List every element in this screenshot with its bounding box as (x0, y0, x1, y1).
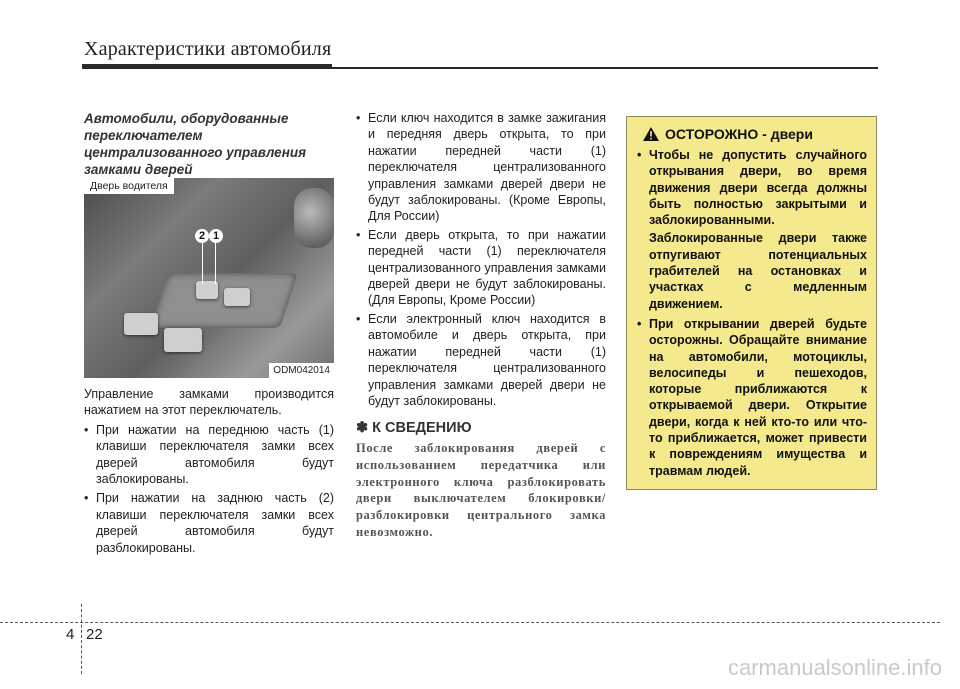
marker-2: 2 (195, 229, 209, 243)
bullet-front: • При нажатии на переднюю часть (1) клавиши переключателя замки всех дверей автомобиля будут заблокированы. (84, 422, 334, 488)
header-rule-thick (82, 64, 332, 69)
note-text: После заблокирования дверей с использованием передатчика или электронного ключа разблокировать двери выключателем блокировки/разблокировки центрального замка невозможно. (356, 441, 606, 539)
window-switch-rear-right (164, 328, 202, 352)
bullet-ignition: • Если ключ находится в замке зажигания и передняя дверь открыта, то при нажатии передней части (1) переключателя централизованного управления замками дверей двери не будут заблокированы. (Кроме Европы, Для России) (356, 110, 606, 225)
bullet-smart-key: • Если электронный ключ находится в автомобиле и дверь открыта, при нажатии передней части (1) переключателя централизованного управления замками дверей двери не будут заблокированы. (356, 311, 606, 409)
photo-label: Дверь водителя (84, 178, 174, 194)
left-body (84, 386, 334, 556)
marker-line-1 (215, 242, 216, 284)
section-title: Автомобили, оборудованные переключателем централизованного управления замками дверей (84, 111, 307, 177)
footer-rule (0, 622, 940, 623)
bullet-rear: • При нажатии на заднюю часть (2) клавиши переключателя замки всех дверей автомобиля будут разблокированы. (84, 490, 334, 556)
warning-triangle-icon (643, 127, 659, 141)
mirror-knob (294, 188, 334, 248)
warning-bullet-closed: • Чтобы не допустить случайного открывания двери, во время движения двери всегда должны быть полностью закрытыми и заблокированными. (637, 147, 867, 228)
warning-body (637, 147, 867, 479)
window-switch-rear (124, 313, 158, 335)
header-title: Характеристики автомобиля (84, 38, 332, 60)
warning-bullet-opening: • При открывании дверей будьте осторожны. Обращайте внимание на автомобили, мотоциклы, велосипеды и пешеходов, которые приближаются к открываемой двери. Открытие двери, когда к ней кто-то или что-то приближается, может привести к повреждениям имуществa и травмам людей. (637, 316, 867, 479)
warning-bullet-closed-sub: Заблокированные двери также отпугивают потенциальных грабителей на остановках и участках с медленным движением. (649, 231, 867, 311)
header-rule-thin (332, 67, 878, 69)
warning-title-text: ОСТОРОЖНО - двери (665, 126, 813, 142)
page-chapter: 4 (66, 626, 75, 643)
marker-line-2 (202, 242, 203, 284)
window-switch (224, 288, 250, 306)
door-switch-photo (84, 178, 334, 378)
watermark: carmanualsonline.info (727, 655, 942, 680)
middle-body (356, 110, 606, 409)
photo-code: ODM042014 (269, 363, 334, 378)
footer-divider (81, 604, 82, 674)
page-number: 22 (86, 626, 103, 643)
marker-1: 1 (209, 229, 223, 243)
warning-title (643, 126, 813, 142)
intro-paragraph: Управление замками производится нажатием на этот переключатель. (84, 387, 334, 418)
warning-box (626, 116, 877, 490)
note-heading: ✽ К СВЕДЕНИЮ (356, 420, 472, 436)
bullet-door-open: • Если дверь открыта, то при нажатии передней части (1) переключателя централизованного управления замками дверей двери не будут заблокированы. (Для Европы, Кроме России) (356, 227, 606, 309)
